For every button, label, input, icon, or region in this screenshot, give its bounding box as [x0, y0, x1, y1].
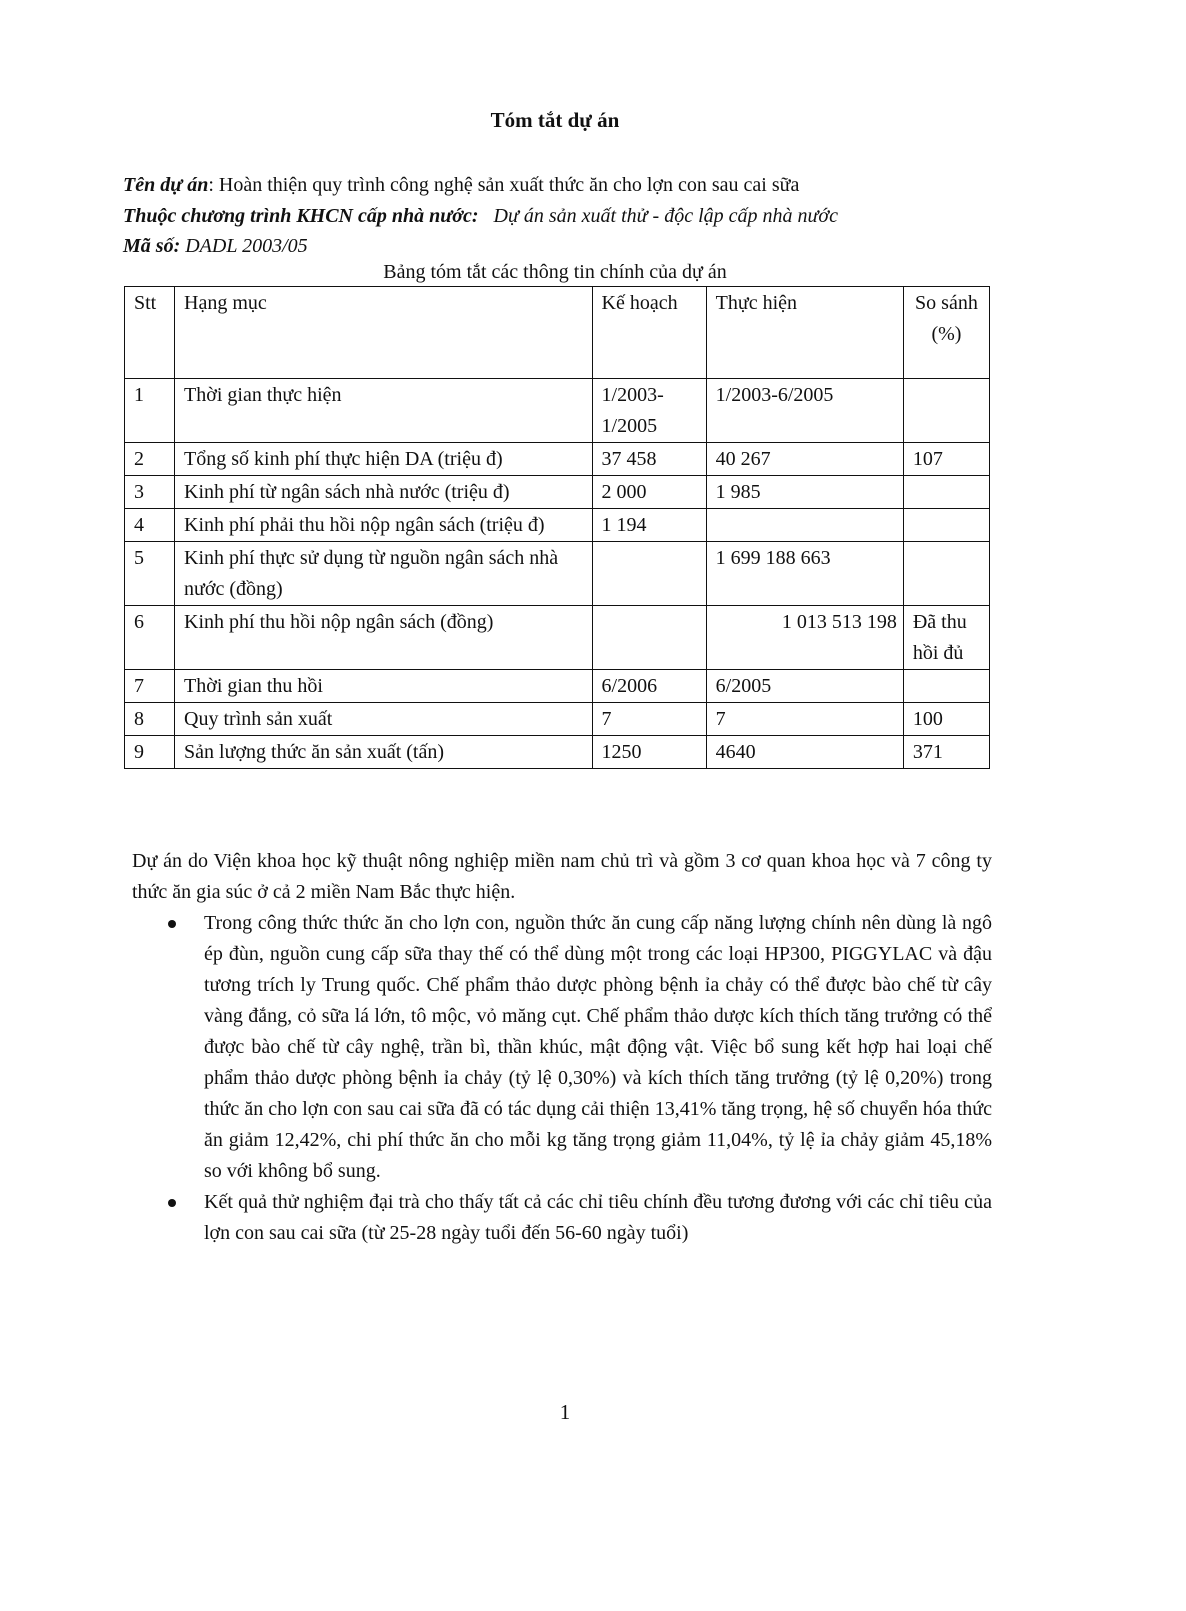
cell-plan: 37 458 — [592, 443, 706, 476]
bullet-list — [132, 908, 992, 1249]
code-line — [123, 232, 308, 260]
cell-stt: 6 — [125, 606, 175, 670]
cell-plan: 1 194 — [592, 509, 706, 542]
cell-actual: 1/2003-6/2005 — [706, 379, 903, 443]
cell-actual: 4640 — [706, 736, 903, 769]
cell-item: Tổng số kinh phí thực hiện DA (triệu đ) — [175, 443, 592, 476]
cell-compare: 100 — [903, 703, 989, 736]
project-name-value: Hoàn thiện quy trình công nghệ sản xuất thức ăn cho lợn con sau cai sữa — [218, 174, 800, 196]
cell-stt: 4 — [125, 509, 175, 542]
cell-item: Thời gian thu hồi — [175, 670, 592, 703]
bullet-icon — [168, 1199, 176, 1207]
cell-compare — [903, 670, 989, 703]
cell-stt: 5 — [125, 542, 175, 606]
cell-actual — [706, 509, 903, 542]
page-number: 1 — [559, 1400, 571, 1424]
cell-compare: Đã thu hồi đủ — [903, 606, 989, 670]
cell-compare: 107 — [903, 443, 989, 476]
program-line — [123, 202, 838, 230]
cell-stt: 7 — [125, 670, 175, 703]
project-name-line — [123, 171, 799, 199]
program-value: Dự án sản xuất thử - độc lập cấp nhà nước — [493, 205, 838, 227]
cell-item: Kinh phí thực sử dụng từ nguồn ngân sách nhà nước (đồng) — [175, 542, 592, 606]
table-row — [125, 670, 990, 703]
cell-plan: 1250 — [592, 736, 706, 769]
bullet-item — [132, 1187, 992, 1249]
cell-compare — [903, 542, 989, 606]
cell-plan: 7 — [592, 703, 706, 736]
intro-paragraph: Dự án do Viện khoa học kỹ thuật nông nghiệp miền nam chủ trì và gồm 3 cơ quan khoa học và 7 công ty thức ăn gia súc ở cả 2 miền Nam Bắc thực hiện. — [132, 850, 992, 903]
bullet-item — [132, 908, 992, 1187]
table-row — [125, 542, 990, 606]
bullet-text: Trong công thức thức ăn cho lợn con, nguồn thức ăn cung cấp năng lượng chính nên dùng là ngô ép đùn, nguồn cung cấp sữa thay thế có thể dùng một trong các loại HP300, PIGGYLAC và đậu tương trích ly Trung quốc. Chế phẩm thảo dược phòng bệnh ỉa chảy có thể được bào chế từ cây vàng đắng, cỏ sữa lá lớn, tô mộc, vỏ măng cụt. Chế phẩm thảo dược kích thích tăng trưởng có thể được bào chế từ cây nghệ, trần bì, thần khúc, mật động vật. Việc bổ sung kết hợp hai loại chế phẩm thảo dược phòng bệnh ỉa chảy (tỷ lệ 0,30%) và kích thích tăng trưởng (tỷ lệ 0,20%) trong thức ăn cho lợn con sau cai sữa đã có tác dụng cải thiện 13,41% tăng trọng, hệ số chuyển hóa thức ăn giảm 12,42%, chi phí thức ăn cho mỗi kg tăng trọng giảm 11,04%, tỷ lệ ỉa chảy giảm 45,18% so với không bổ sung. — [204, 912, 992, 1182]
cell-stt: 3 — [125, 476, 175, 509]
cell-plan — [592, 606, 706, 670]
cell-item: Kinh phí thu hồi nộp ngân sách (đồng) — [175, 606, 592, 670]
header-actual: Thực hiện — [706, 287, 903, 379]
cell-plan: 6/2006 — [592, 670, 706, 703]
cell-compare — [903, 379, 989, 443]
cell-compare — [903, 476, 989, 509]
bullet-icon — [168, 920, 176, 928]
cell-stt: 1 — [125, 379, 175, 443]
cell-stt: 9 — [125, 736, 175, 769]
cell-item: Thời gian thực hiện — [175, 379, 592, 443]
cell-item: Kinh phí phải thu hồi nộp ngân sách (triệu đ) — [175, 509, 592, 542]
bullet-text: Kết quả thử nghiệm đại trà cho thấy tất cả các chỉ tiêu chính đều tương đương với các chỉ tiêu của lợn con sau cai sữa (từ 25-28 ngày tuổi đến 56-60 ngày tuổi) — [204, 1191, 992, 1244]
cell-item: Quy trình sản xuất — [175, 703, 592, 736]
cell-actual: 1 985 — [706, 476, 903, 509]
table-row — [125, 476, 990, 509]
cell-plan: 2 000 — [592, 476, 706, 509]
table-row — [125, 703, 990, 736]
body-text — [132, 846, 992, 1249]
cell-actual: 7 — [706, 703, 903, 736]
cell-item: Kinh phí từ ngân sách nhà nước (triệu đ) — [175, 476, 592, 509]
cell-actual: 1 699 188 663 — [706, 542, 903, 606]
table-row — [125, 606, 990, 670]
cell-actual: 1 013 513 198 — [706, 606, 903, 670]
table-row — [125, 509, 990, 542]
table-row — [125, 736, 990, 769]
header-stt: Stt — [125, 287, 175, 379]
table-row — [125, 379, 990, 443]
header-item: Hạng mục — [175, 287, 592, 379]
table-header-row — [125, 287, 990, 379]
header-plan: Kế hoạch — [592, 287, 706, 379]
cell-item: Sản lượng thức ăn sản xuất (tấn) — [175, 736, 592, 769]
header-compare: So sánh (%) — [903, 287, 989, 379]
code-value: DADL 2003/05 — [185, 235, 308, 257]
cell-compare: 371 — [903, 736, 989, 769]
cell-plan — [592, 542, 706, 606]
code-label: Mã số: — [123, 235, 181, 257]
cell-actual: 6/2005 — [706, 670, 903, 703]
table-row — [125, 443, 990, 476]
cell-plan: 1/2003-1/2005 — [592, 379, 706, 443]
summary-table — [124, 286, 990, 769]
cell-stt: 2 — [125, 443, 175, 476]
table-caption: Bảng tóm tắt các thông tin chính của dự án — [383, 261, 727, 283]
cell-stt: 8 — [125, 703, 175, 736]
document-title: Tóm tắt dự án — [490, 108, 620, 132]
cell-actual: 40 267 — [706, 443, 903, 476]
project-name-colon: : — [208, 174, 219, 196]
cell-compare — [903, 509, 989, 542]
program-label: Thuộc chương trình KHCN cấp nhà nước: — [123, 205, 479, 227]
project-name-label: Tên dự án — [123, 174, 209, 196]
